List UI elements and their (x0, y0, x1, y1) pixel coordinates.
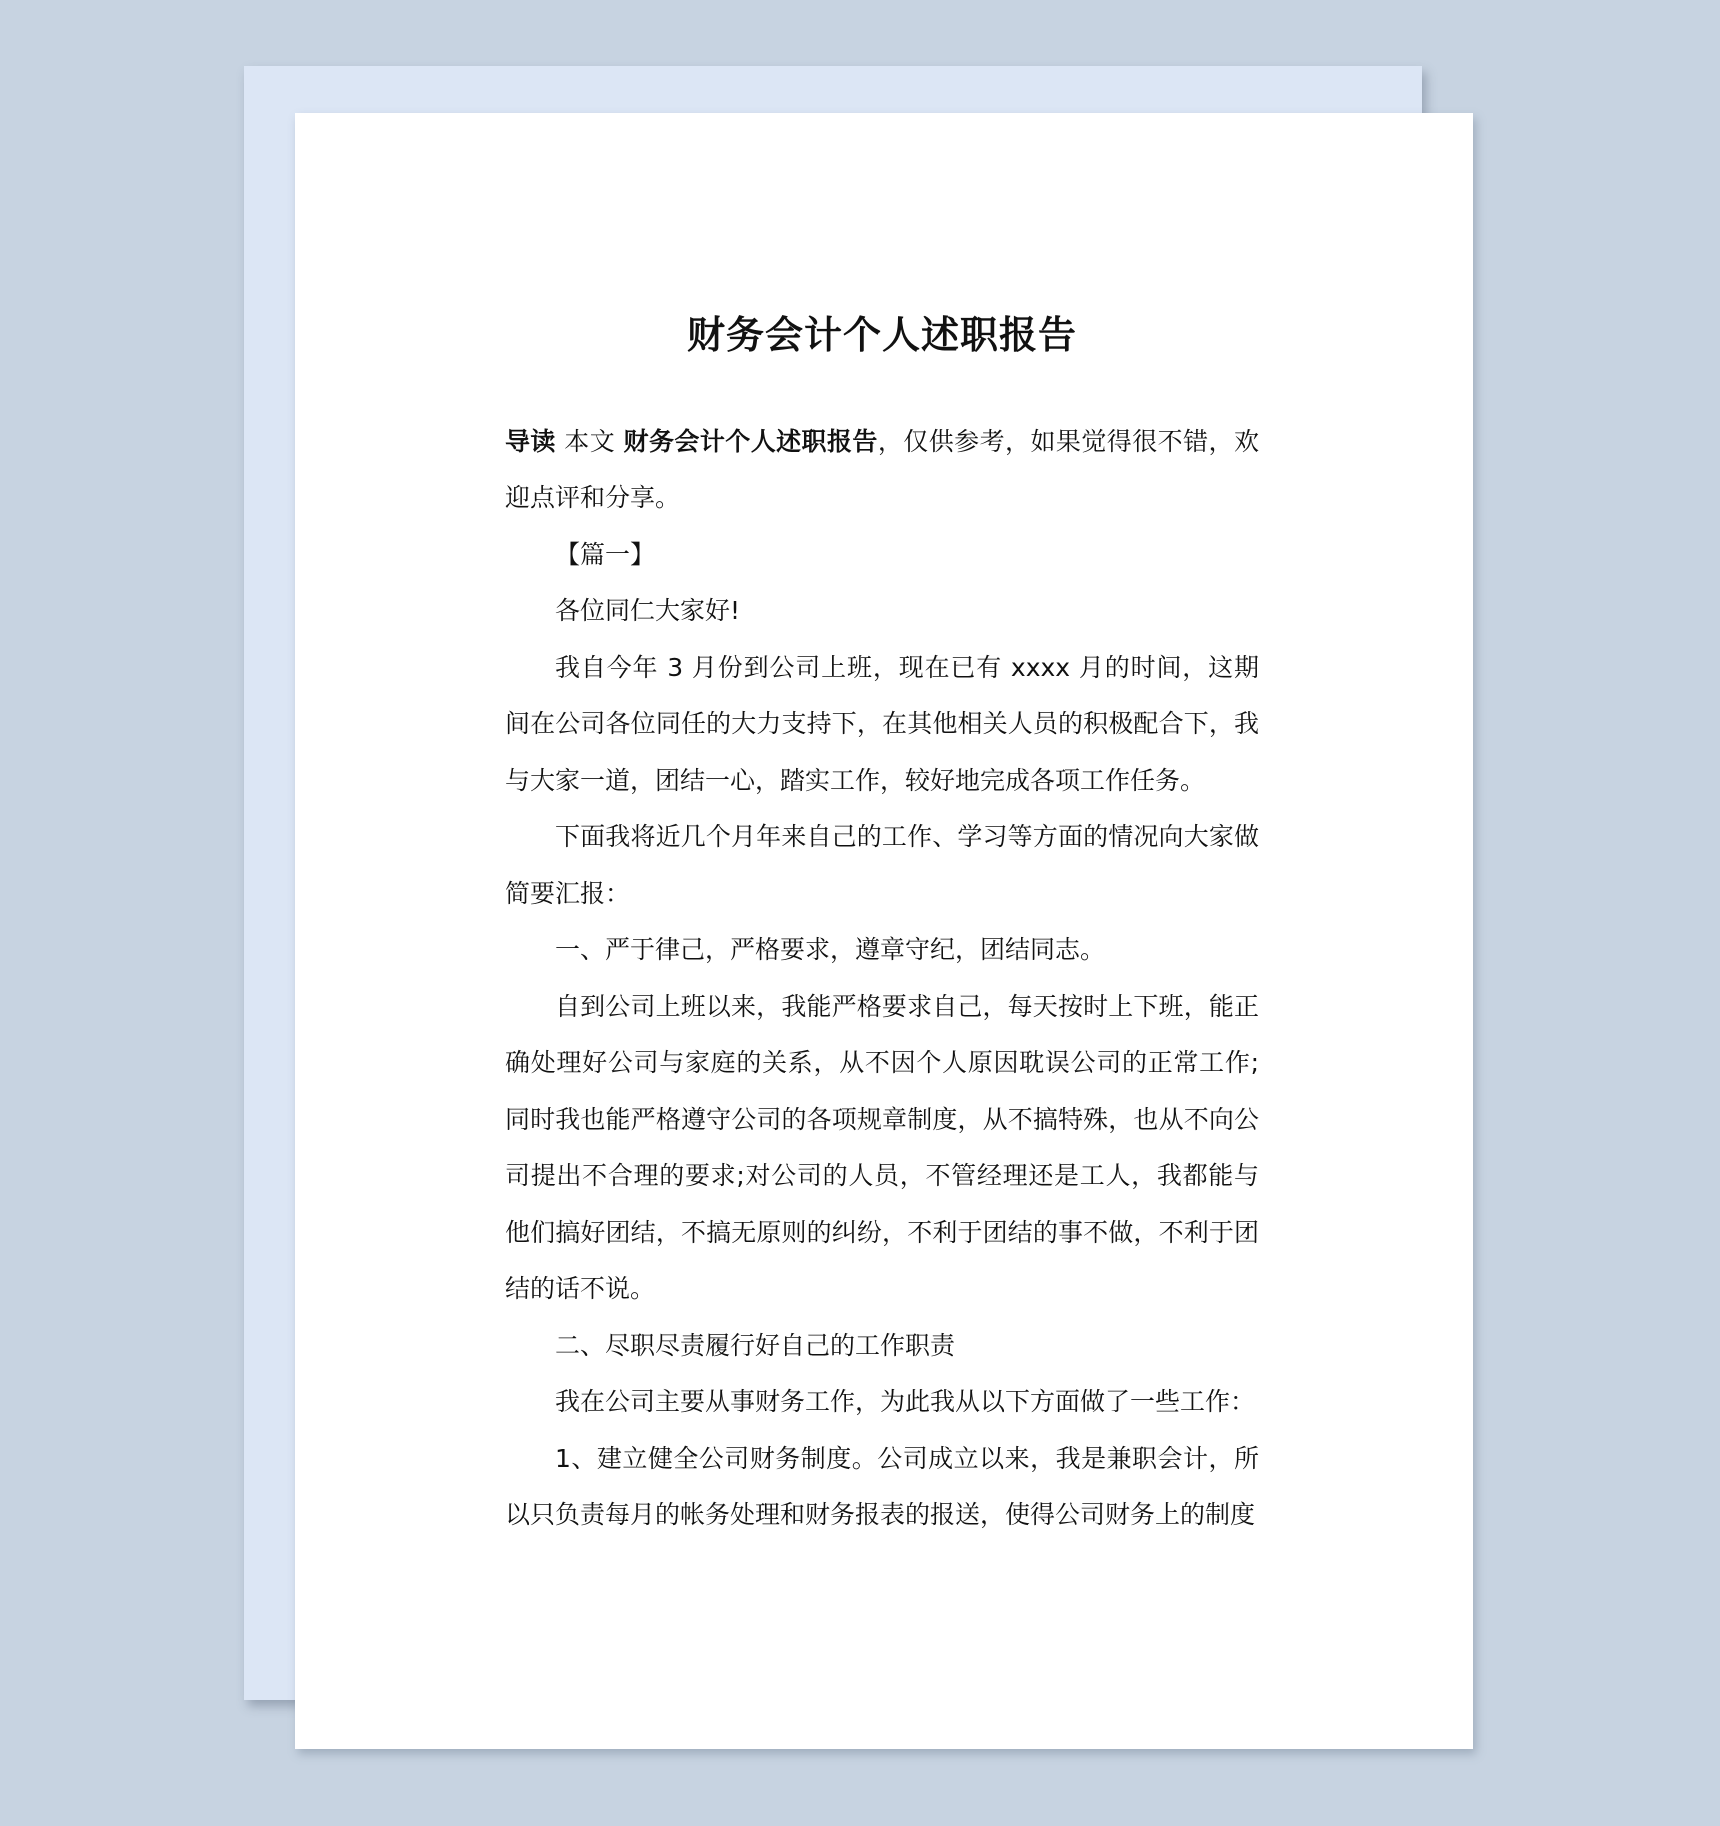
intro-label: 导读 (505, 426, 556, 456)
document-title: 财务会计个人述职报告 (686, 313, 1077, 357)
greeting-paragraph: 各位同仁大家好! (555, 596, 741, 626)
document-body (505, 414, 1259, 1544)
body-paragraph: 自到公司上班以来，我能严格要求自己，每天按时上下班，能正确处理好公司与家庭的关系，从不因个人原因耽误公司的正常工作;同时我也能严格遵守公司的各项规章制度，从不搞特殊，也从不向公司提出不合理的要求;对公司的人员，不管经理还是工人，我都能与他们搞好团结，不搞无原则的纠纷，不利于团结的事不做，不利于团结的话不说。 (505, 991, 1259, 1304)
document-page (295, 113, 1473, 1749)
page-content (505, 313, 1259, 1544)
intro-paragraph (505, 414, 1259, 527)
body-paragraph: 我在公司主要从事财务工作，为此我从以下方面做了一些工作： (555, 1387, 1256, 1417)
intro-subject: 财务会计个人述职报告 (623, 426, 878, 456)
body-paragraph: 下面我将近几个月年来自己的工作、学习等方面的情况向大家做简要汇报： (505, 822, 1259, 908)
subheading-one: 一、严于律己，严格要求，遵章守纪，团结同志。 (555, 935, 1106, 965)
body-paragraph: 我自今年 3 月份到公司上班，现在已有 xxxx 月的时间，这期间在公司各位同任的大力支持下，在其他相关人员的积极配合下，我与大家一道，团结一心，踏实工作，较好地完成各项工作任务。 (505, 652, 1259, 795)
section-heading-part-one: 【篇一】 (555, 539, 656, 569)
body-paragraph: 1、建立健全公司财务制度。公司成立以来，我是兼职会计，所以只负责每月的帐务处理和财务报表的报送，使得公司财务上的制度 (505, 1443, 1259, 1530)
subheading-two: 二、尽职尽责履行好自己的工作职责 (555, 1330, 956, 1360)
intro-prefix: 本文 (555, 426, 624, 456)
intro-suffix: ，仅供参考，如果觉得很不错，欢迎点评和分享。 (505, 426, 1259, 513)
